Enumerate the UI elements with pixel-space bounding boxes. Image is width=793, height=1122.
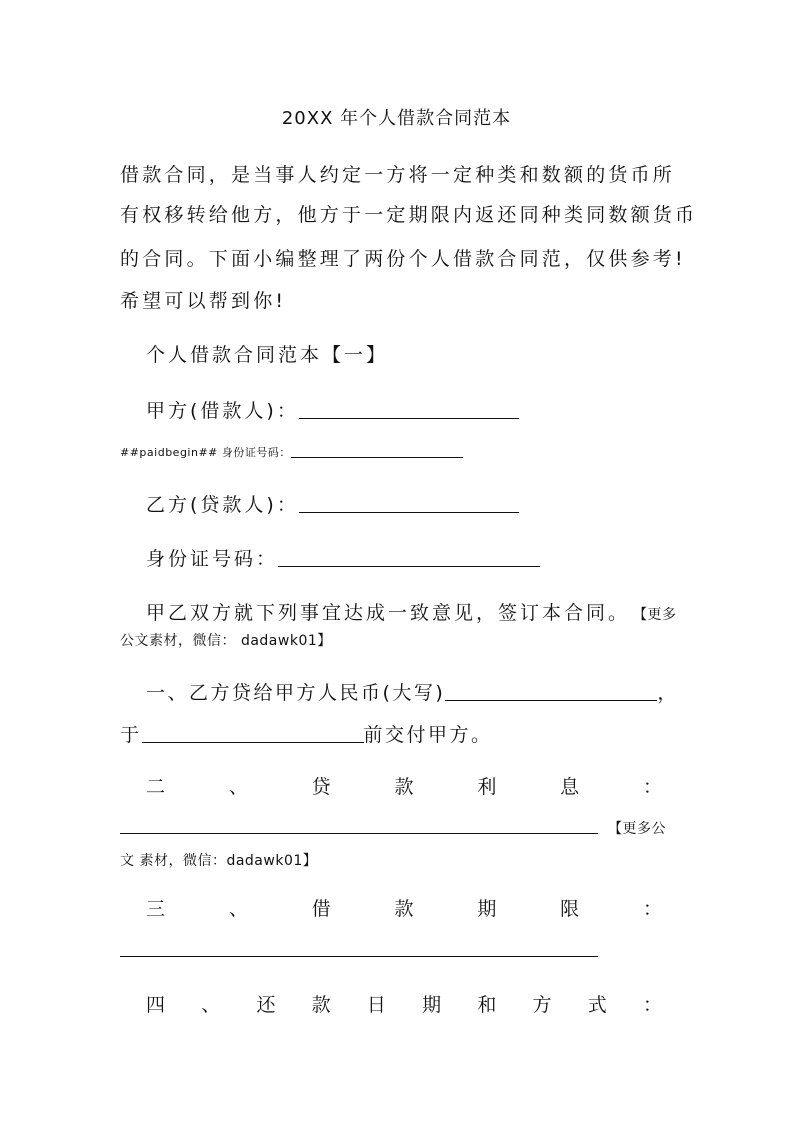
clause-1-line: [146, 678, 679, 705]
clause-1b-suffix: 前交付甲方。: [363, 724, 493, 746]
clause-3-char: 限: [560, 898, 580, 920]
clause-3-char: 款: [394, 898, 414, 920]
agreement-text: 甲乙双方就下列事宜达成一致意见，签订本合同。: [146, 602, 631, 624]
clause-2-char: 息: [560, 776, 580, 798]
clause-1b-line: [120, 720, 493, 747]
paid-id-blank: [291, 447, 463, 458]
clause-4-char: 款: [311, 994, 331, 1016]
id-number-blank: [278, 548, 540, 567]
clause-3-heading: [146, 894, 662, 921]
id-number-line: [146, 544, 540, 571]
clause-4-char: 还: [256, 994, 276, 1016]
clause-1-comma: ，: [657, 682, 679, 704]
promo-note-a: 【更多: [640, 607, 677, 623]
clause-4-char: 式: [587, 994, 607, 1016]
promo-note-b: 公文素材，微信： dadawk01】: [120, 633, 332, 649]
clause-4-char: 方: [532, 994, 552, 1016]
clause-3-char: 、: [228, 898, 248, 920]
clause-3-char: ：: [642, 898, 662, 920]
clause-2-char: ：: [642, 776, 662, 798]
clause-2-char: 、: [228, 776, 248, 798]
party-b-label: 乙方(贷款人)：: [146, 494, 299, 516]
party-b-line: [146, 490, 519, 517]
party-a-line: [146, 396, 519, 423]
clause-2-char: 二: [146, 776, 166, 798]
clause-4-char: 四: [146, 994, 166, 1016]
clause-2-blank: [120, 833, 598, 834]
clause-2-char: 款: [394, 776, 414, 798]
paid-marker-label: ##paidbegin## 身份证号码：: [120, 446, 291, 459]
intro-line-3: 的合同。下面小编整理了两份个人借款合同范，仅供参考!: [120, 248, 686, 270]
clause-1-text: 一、乙方贷给甲方人民币(大写): [146, 682, 446, 704]
party-b-blank: [299, 494, 519, 513]
paid-marker-line: [120, 444, 463, 460]
clause-4-char: 、: [201, 994, 221, 1016]
intro-line-1: 借款合同，是当事人约定一方将一定种类和数额的货币所: [120, 164, 676, 186]
intro-line-2: 有权移转给他方，他方于一定期限内返还同种类同数额货币: [120, 204, 698, 226]
clause-4-char: ：: [642, 994, 662, 1016]
promo-note-d: 文 素材，微信：dadawk01】: [120, 853, 318, 869]
clause-1b-prefix: 于: [120, 724, 142, 746]
clause-1-amount-blank: [445, 682, 657, 701]
clause-4-char: 期: [422, 994, 442, 1016]
intro-line-4: 希望可以帮到你!: [120, 290, 287, 312]
agreement-line: [146, 598, 677, 625]
clause-3-char: 期: [477, 898, 497, 920]
clause-4-char: 和: [477, 994, 497, 1016]
clause-3-char: 三: [146, 898, 166, 920]
clause-3-blank: [120, 956, 598, 957]
party-a-label: 甲方(借款人)：: [146, 400, 299, 422]
party-a-blank: [299, 400, 519, 419]
clause-4-char: 日: [366, 994, 386, 1016]
clause-2-heading: [146, 772, 662, 799]
id-number-label: 身份证号码：: [146, 548, 279, 570]
clause-2-char: 贷: [311, 776, 331, 798]
clause-1b-date-blank: [142, 724, 364, 743]
clause-4-heading: [146, 990, 662, 1017]
section-heading: 个人借款合同范本【一】: [146, 344, 389, 366]
clause-3-char: 借: [311, 898, 331, 920]
promo-note-c: 【更多公: [608, 821, 666, 837]
clause-2-char: 利: [477, 776, 497, 798]
document-title: 20XX 年个人借款合同范本: [281, 108, 512, 129]
